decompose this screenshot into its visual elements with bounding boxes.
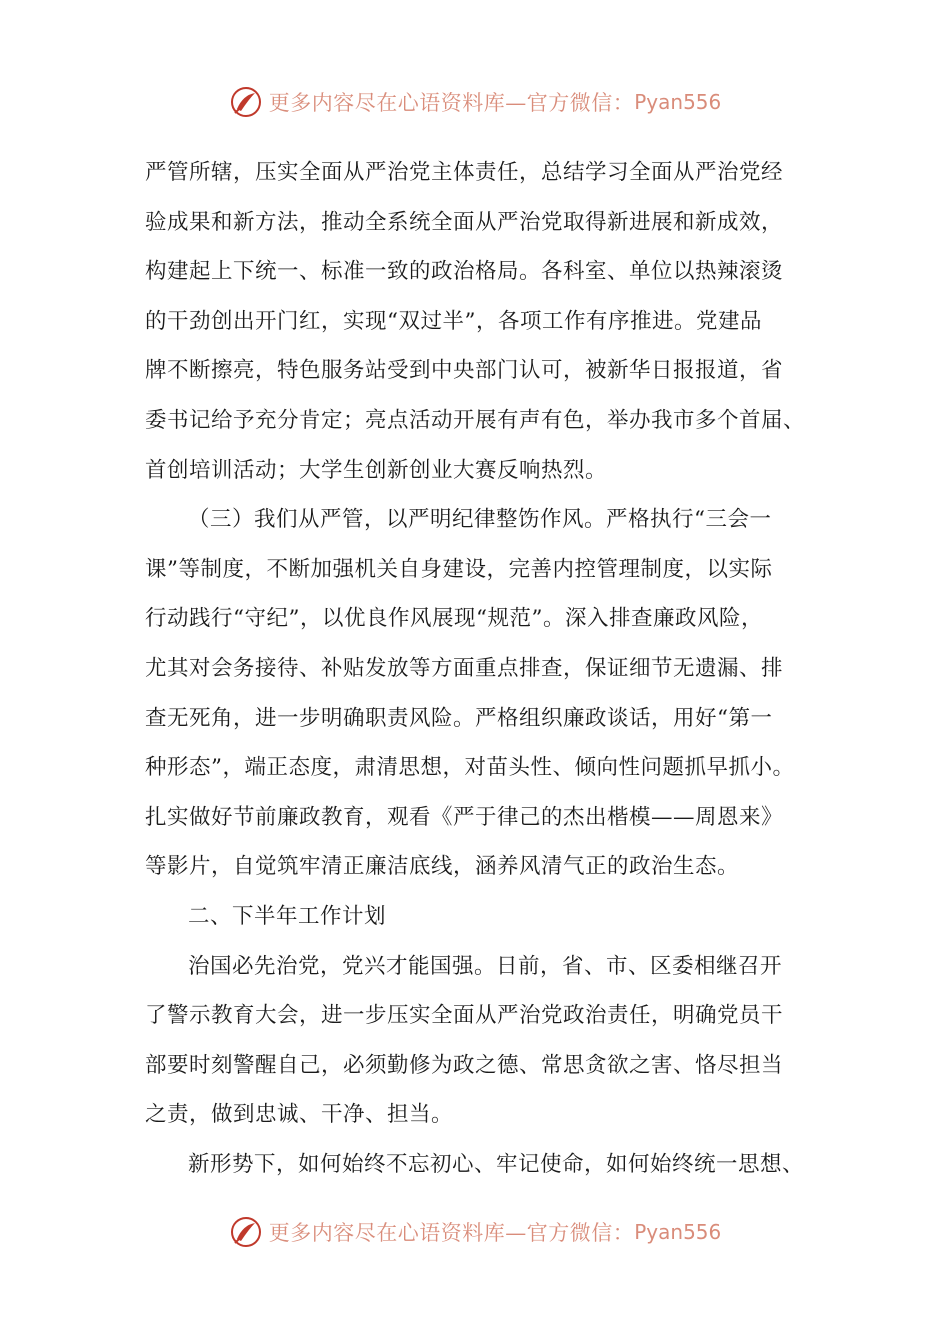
body-line: 了警示教育大会，进一步压实全面从严治党政治责任，明确党员干 (145, 1003, 784, 1029)
body-line: 严管所辖，压实全面从严治党主体责任，总结学习全面从严治党经 (145, 160, 784, 185)
pen-logo-icon (229, 85, 263, 119)
body-line: 的干劲创出开门红，实现“双过半”，各项工作有序推进。党建品 (145, 308, 762, 334)
body-line: 扎实做好节前廉政教育，观看《严于律己的杰出楷模——周恩来》 (145, 804, 784, 830)
body-line: 新形势下，如何始终不忘初心、牢记使命，如何始终统一思想、 (188, 1151, 805, 1177)
body-line: 行动践行“守纪”，以优良作风展现“规范”。深入排查廉政风险， (145, 606, 763, 632)
banner-text: 更多内容尽在心语资料库—官方微信： (268, 1221, 635, 1245)
banner-wechat-id: Pyan556 (634, 90, 722, 114)
body-line: 课”等制度，不断加强机关自身建设，完善内控管理制度，以实际 (145, 556, 773, 582)
body-line: 牌不断擦亮，特色服务站受到中央部门认可，被新华日报报道，省 (145, 358, 784, 384)
body-line: 部要时刻警醒自己，必须勤修为政之德、常思贪欲之害、恪尽担当 (145, 1052, 784, 1078)
body-line: 验成果和新方法，推动全系统全面从严治党取得新进展和新成效， (145, 209, 784, 235)
header-watermark-banner (0, 80, 950, 124)
body-line: 首创培训活动；大学生创新创业大赛反响热烈。 (145, 457, 608, 483)
body-line: 治国必先治党，党兴才能国强。日前，省、市、区委相继召开 (188, 953, 783, 979)
body-line: 之责，做到忠诚、干净、担当。 (145, 1102, 454, 1128)
section-heading: 二、下半年工作计划 (188, 903, 387, 929)
banner-text: 更多内容尽在心语资料库—官方微信： (268, 91, 635, 115)
footer-watermark-banner (0, 1210, 950, 1254)
body-line: 构建起上下统一、标准一致的政治格局。各科室、单位以热辣滚烫 (145, 259, 784, 285)
body-line: （三）我们从严管，以严明纪律整饬作风。严格执行“三会一 (188, 507, 772, 533)
body-line: 尤其对会务接待、补贴发放等方面重点排查，保证细节无遗漏、排 (145, 655, 784, 681)
pen-logo-icon (229, 1215, 263, 1249)
document-body (145, 148, 835, 1189)
body-line: 委书记给予充分肯定；亮点活动开展有声有色，举办我市多个首届、 (145, 407, 806, 433)
body-line: 查无死角，进一步明确职责风险。严格组织廉政谈话，用好“第一 (145, 705, 773, 731)
body-line: 等影片，自觉筑牢清正廉洁底线，涵养风清气正的政治生态。 (145, 854, 740, 880)
banner-wechat-id: Pyan556 (634, 1220, 722, 1244)
body-line: 种形态”，端正态度，肃清思想，对苗头性、倾向性问题抓早抓小。 (145, 755, 795, 781)
